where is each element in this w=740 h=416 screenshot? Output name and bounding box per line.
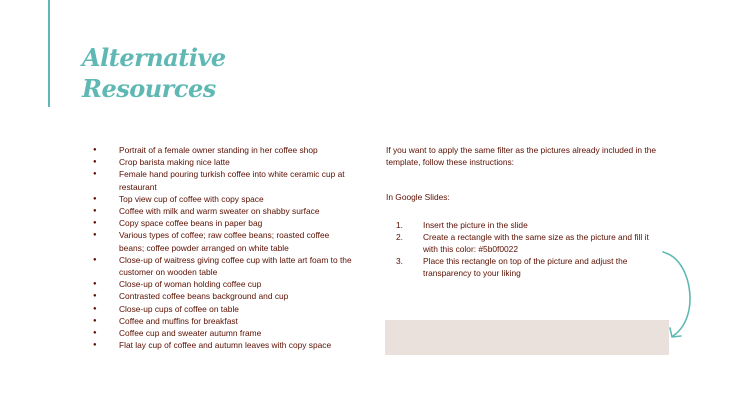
step-text: Place this rectangle on top of the picture and adjust the transparency to your liking (423, 256, 628, 279)
step-item (386, 255, 651, 279)
platform-label: In Google Slides: (386, 192, 450, 203)
step-number: 1. (396, 219, 403, 230)
list-item: ● Flat lay cup of coffee and autumn leaves with copy space (93, 339, 353, 351)
step-text: Create a rectangle with the same size as the picture and fill it with this color: #5b0f0022 (423, 231, 649, 255)
instructions-panel (386, 144, 676, 280)
list-item: ● Portrait of a female owner standing in her coffee shop (93, 144, 353, 156)
list-item: ● Close-up of waitress giving coffee cup with latte art foam to the customer on wooden table (93, 254, 353, 278)
instructions-intro: If you want to apply the same filter as the pictures already included in the template, follow these instructions: (386, 145, 657, 168)
page-title (82, 42, 282, 104)
step-item (386, 219, 651, 231)
list-item: ● Close-up of woman holding coffee cup (93, 278, 353, 290)
step-number: 2. (396, 231, 403, 242)
title-line-2: Resources (82, 74, 216, 103)
step-item (386, 231, 651, 255)
list-item: ● Various types of coffee; raw coffee beans; roasted coffee beans; coffee powder arranged on white table (93, 229, 353, 253)
resource-list (93, 144, 353, 351)
list-item: ● Contrasted coffee beans background and cup (93, 290, 353, 302)
list-item: ● Copy space coffee beans in paper bag (93, 217, 353, 229)
step-number: 3. (396, 256, 403, 267)
list-item: ● Coffee and muffins for breakfast (93, 315, 353, 327)
steps-list (386, 219, 651, 280)
color-swatch (385, 320, 669, 355)
list-item: ● Close-up cups of coffee on table (93, 303, 353, 315)
list-item: ● Top view cup of coffee with copy space (93, 193, 353, 205)
title-line-1: Alternative (82, 43, 226, 72)
list-item: ● Coffee with milk and warm sweater on shabby surface (93, 205, 353, 217)
accent-line (48, 0, 50, 107)
list-item: ● Crop barista making nice latte (93, 156, 353, 168)
list-item: ● Coffee cup and sweater autumn frame (93, 327, 353, 339)
step-text: Insert the picture in the slide (423, 219, 528, 230)
list-item: ● Female hand pouring turkish coffee into white ceramic cup at restaurant (93, 168, 353, 192)
